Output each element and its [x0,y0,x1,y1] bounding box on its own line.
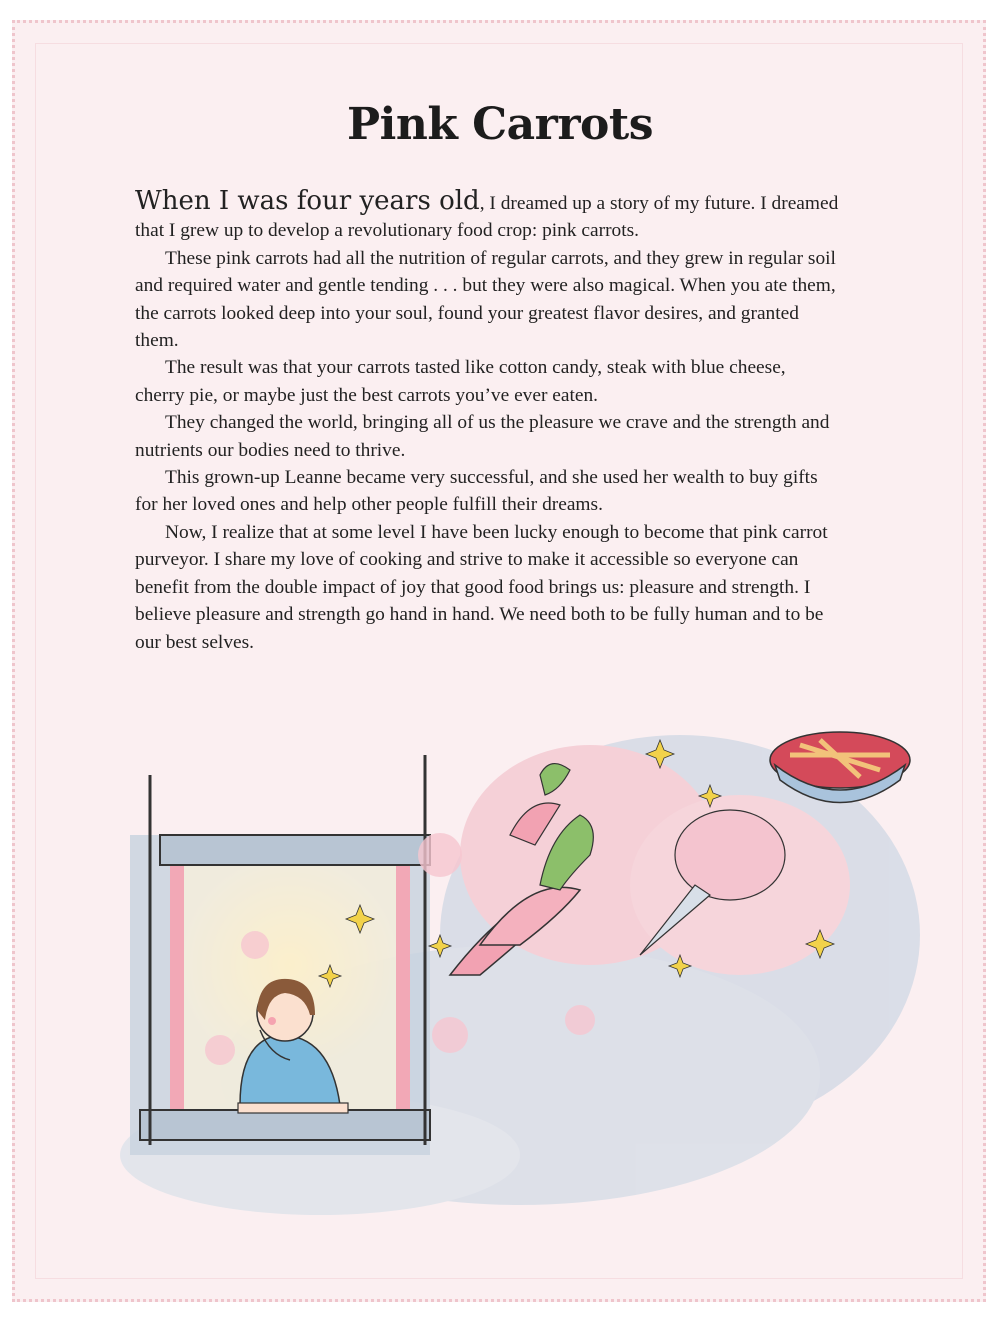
body-text [135,188,840,656]
illustration [120,715,920,1235]
girl-at-window-icon [130,755,430,1155]
paragraph-2: These pink carrots had all the nutrition of regular carrots, and they grew in regular soil and required water and gentle tending . . . but they were also magical. When you ate them, the carrots looked deep into your soul, found your greatest flavor desires, and granted them. [135,247,836,352]
paragraph-1-text: , I dreamed up a story of my future. I dreamed that I grew up to develop a revolutionary food crop: pink carrots. [135,193,839,242]
paragraph-3: The result was that your carrots tasted like cotton candy, steak with blue cheese, cherry pie, or maybe just the best carrots you’ve ever eaten. [135,357,786,406]
paragraph-1 [135,188,840,245]
paragraph-4: They changed the world, bringing all of us the pleasure we crave and the strength and nutrients our bodies need to thrive. [135,412,830,461]
paragraph-6: Now, I realize that at some level I have been lucky enough to become that pink carrot purveyor. I share my love of cooking and strive to make it accessible so everyone can benefit from the double impact of joy that good food brings us: pleasure and strength. I believe pleasure and strength go hand in hand. We need both to be fully human and to be our best selves. [135,521,828,653]
lead-in: When I was four years old [135,186,480,216]
paragraph-5: This grown-up Leanne became very successful, and she used her wealth to buy gifts for her loved ones and help other people fulfill their dreams. [135,467,818,516]
page-title: Pink Carrots [347,99,653,151]
